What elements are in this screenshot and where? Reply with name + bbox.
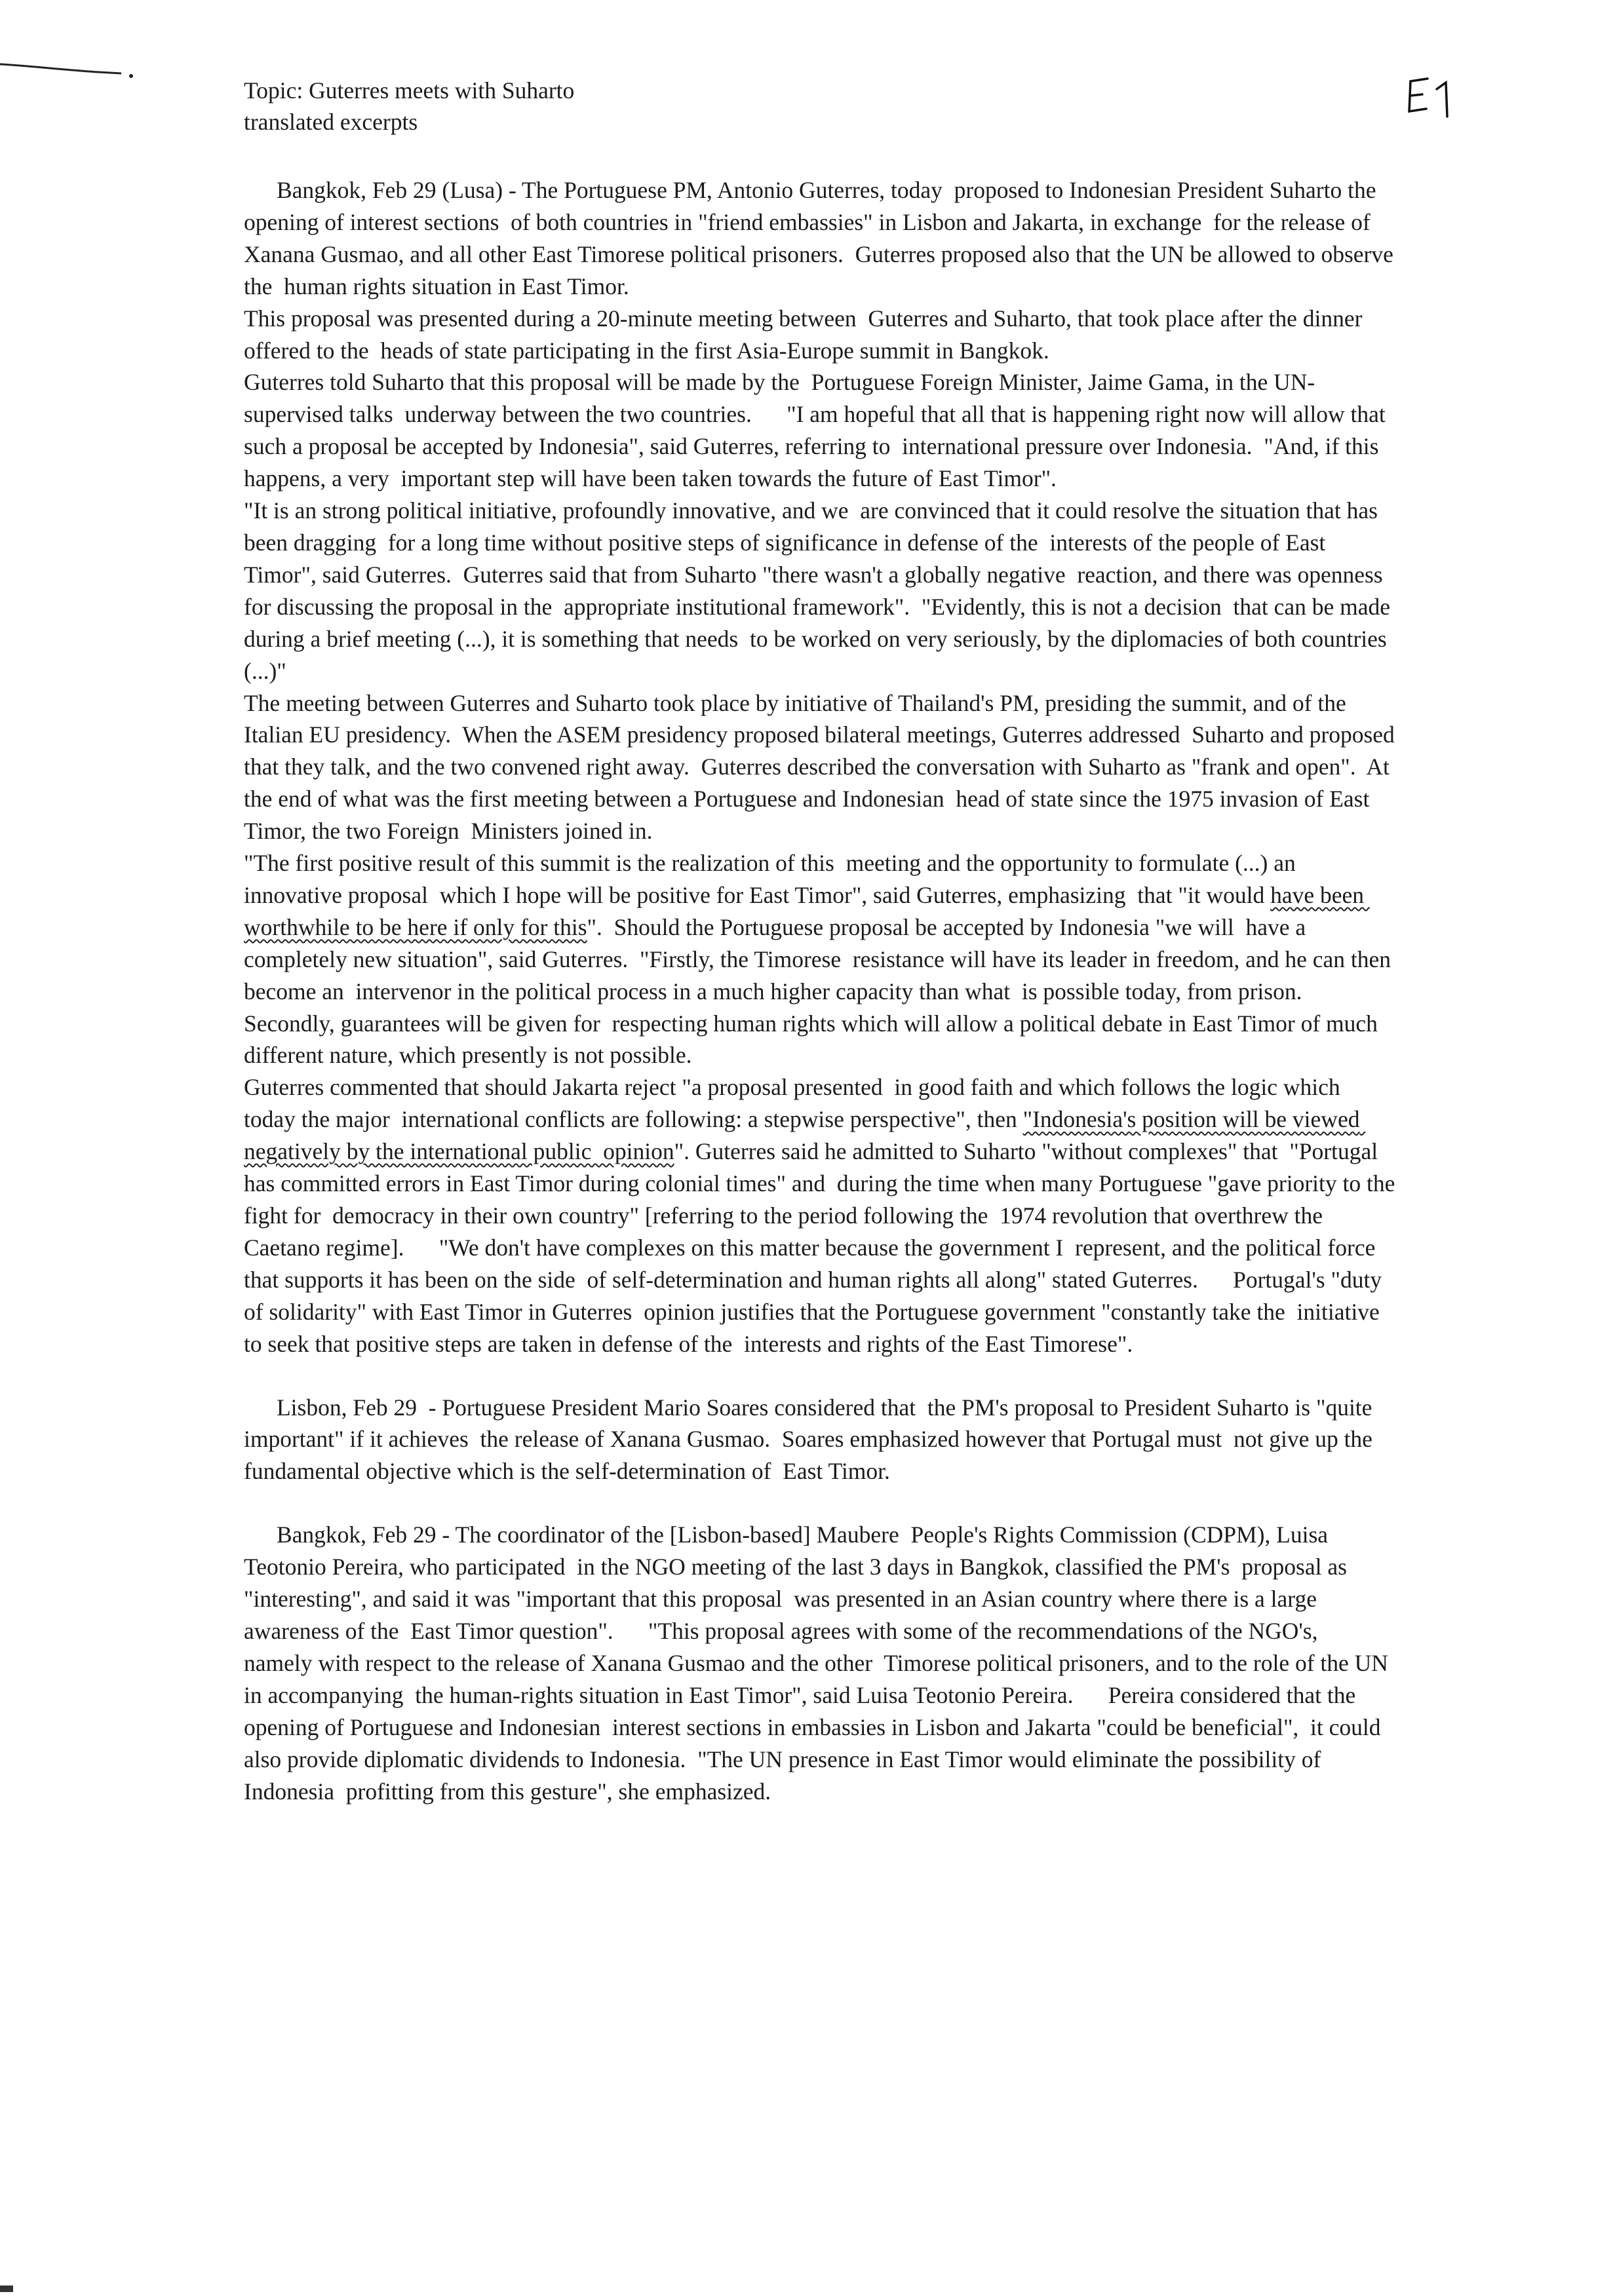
handwritten-page-label [1403,71,1468,123]
article1-paragraph-1: Bangkok, Feb 29 (Lusa) - The Portuguese PM, Antonio Guterres, today proposed to Indonesian President Suharto the opening of interest sections of both countries in "friend embassies" in Lisbon and Jakarta, in exchange for the release of Xanana Gusmao, and all other East Timorese political prisoners. Guterres proposed also that the UN be allowed to observe the human rights situation in East Timor. [244,177,1399,299]
article1-paragraph-3: Guterres told Suharto that this proposal will be made by the Portuguese Foreign Minister, Jaime Gama, in the UN-supervised talks underway between the two countries. "I am hopeful that all that is happening right now will allow that such a proposal be accepted by Indonesia", said Guterres, referring to international pressure over Indonesia. "And, if this happens, a very important step will have been taken towards the future of East Timor". [244,369,1397,492]
article1-paragraph-6 [244,847,1397,1071]
article1-p7-text-b: ". Guterres said he admitted to Suharto "without complexes" that "Portugal has committed errors in East Timor during colonial times" and during the time when many Portuguese "gave priority to the fight for democracy in their own country" [referring to the period following the 1974 revolution that overthrew the Caetano regime]. "We don't have complexes on this matter because the government I represent, and the political force that supports it has been on the side of self-determination and human rights all along" stated Guterres. Portugal's "duty of solidarity" with East Timor in Guterres opinion justifies that the Portuguese government "constantly take the initiative to seek that positive steps are taken in defense of the interests and rights of the East Timorese". [244,1138,1401,1357]
subtitle-line: translated excerpts [244,109,418,135]
article2-paragraph-1: Lisbon, Feb 29 - Portuguese President Mario Soares considered that the PM's proposal to President Suharto is "quite important" if it achieves the release of Xanana Gusmao. Soares emphasized however that Portugal must not give up the fundamental objective which is the self-determination of East Timor. [244,1394,1378,1485]
document-header [244,75,574,138]
scan-edge-mark-bottom [0,2286,13,2292]
paragraph-gap [244,1360,1397,1392]
handwritten-underline-quote: have been worthwhile to be here if only for this [244,881,1370,940]
topic-line: Topic: Guterres meets with Suharto [244,77,575,104]
article1-paragraph-4: "It is an strong political initiative, profoundly innovative, and we are convinced that it could resolve the situation that has been dragging for a long time without positive steps of significance in defense of the interests of the people of East Timor", said Guterres. Guterres said that from Suharto "there wasn't a globally negative reaction, and there was openness for discussing the proposal in the appropriate institutional framework". "Evidently, this is not a decision that can be made during a brief meeting (...), it is something that needs to be worked on very seriously, by the diplomacies of both countries (...)" [244,497,1396,684]
document-body [244,174,1401,1807]
paragraph-gap [244,1487,1397,1519]
article1-paragraph-5: The meeting between Guterres and Suharto took place by initiative of Thailand's PM, presiding the summit, and of the Italian EU presidency. When the ASEM presidency proposed bilateral meetings, Guterres addressed Suharto and proposed that they talk, and the two convened right away. Guterres described the conversation with Suharto as "frank and open". At the end of what was the first meeting between a Portuguese and Indonesian head of state since the 1975 invasion of East Timor, the two Foreign Ministers joined in. [244,689,1401,845]
scan-edge-mark [0,60,138,80]
article1-p6-text-b: ". Should the Portuguese proposal be accepted by Indonesia "we will have a completely new situation", said Guterres. "Firstly, the Timorese resistance will have its leader in freedom, and he can then become an intervenor in the political process in a much higher capacity than what is possible today, from prison. Secondly, guarantees will be given for respecting human rights which will allow a political debate in East Timor of much different nature, which presently is not possible. [244,913,1397,1069]
handwritten-underline-quote: "Indonesia's position will be viewed negatively by the international public opinion [244,1106,1366,1165]
article1-paragraph-7 [244,1071,1401,1360]
article3-paragraph-1: Bangkok, Feb 29 - The coordinator of the [Lisbon-based] Maubere People's Rights Commission (CDPM), Luisa Teotonio Pereira, who participated in the NGO meeting of the last 3 days in Bangkok, classified the PM's proposal as "interesting", and said it was "important that this proposal was presented in an Asian country where there is a large awareness of the East Timor question". "This proposal agrees with some of the recommendations of the NGO's, namely with respect to the release of Xanana Gusmao and the other Timorese political prisoners, and to the role of the UN in accompanying the human-rights situation in East Timor", said Luisa Teotonio Pereira. Pereira considered that the opening of Portuguese and Indonesian interest sections in embassies in Lisbon and Jakarta "could be beneficial", it could also provide diplomatic dividends to Indonesia. "The UN presence in East Timor would eliminate the possibility of Indonesia profitting from this gesture", she emphasized. [244,1521,1394,1805]
article1-paragraph-2: This proposal was presented during a 20-minute meeting between Guterres and Suharto, that took place after the dinner offered to the heads of state participating in the first Asia-Europe summit in Bangkok. [244,305,1369,364]
article1-p6-text-a: "The first positive result of this summit is the realization of this meeting and the opportunity to formulate (...) an innovative proposal which I hope will be positive for East Timor", said Guterres, emphasizing that "it would [244,850,1302,908]
article1-p7-text-a: Guterres commented that should Jakarta reject "a proposal presented in good faith and which follows the logic which today the major international conflicts are following: a stepwise perspective", then [244,1074,1346,1133]
